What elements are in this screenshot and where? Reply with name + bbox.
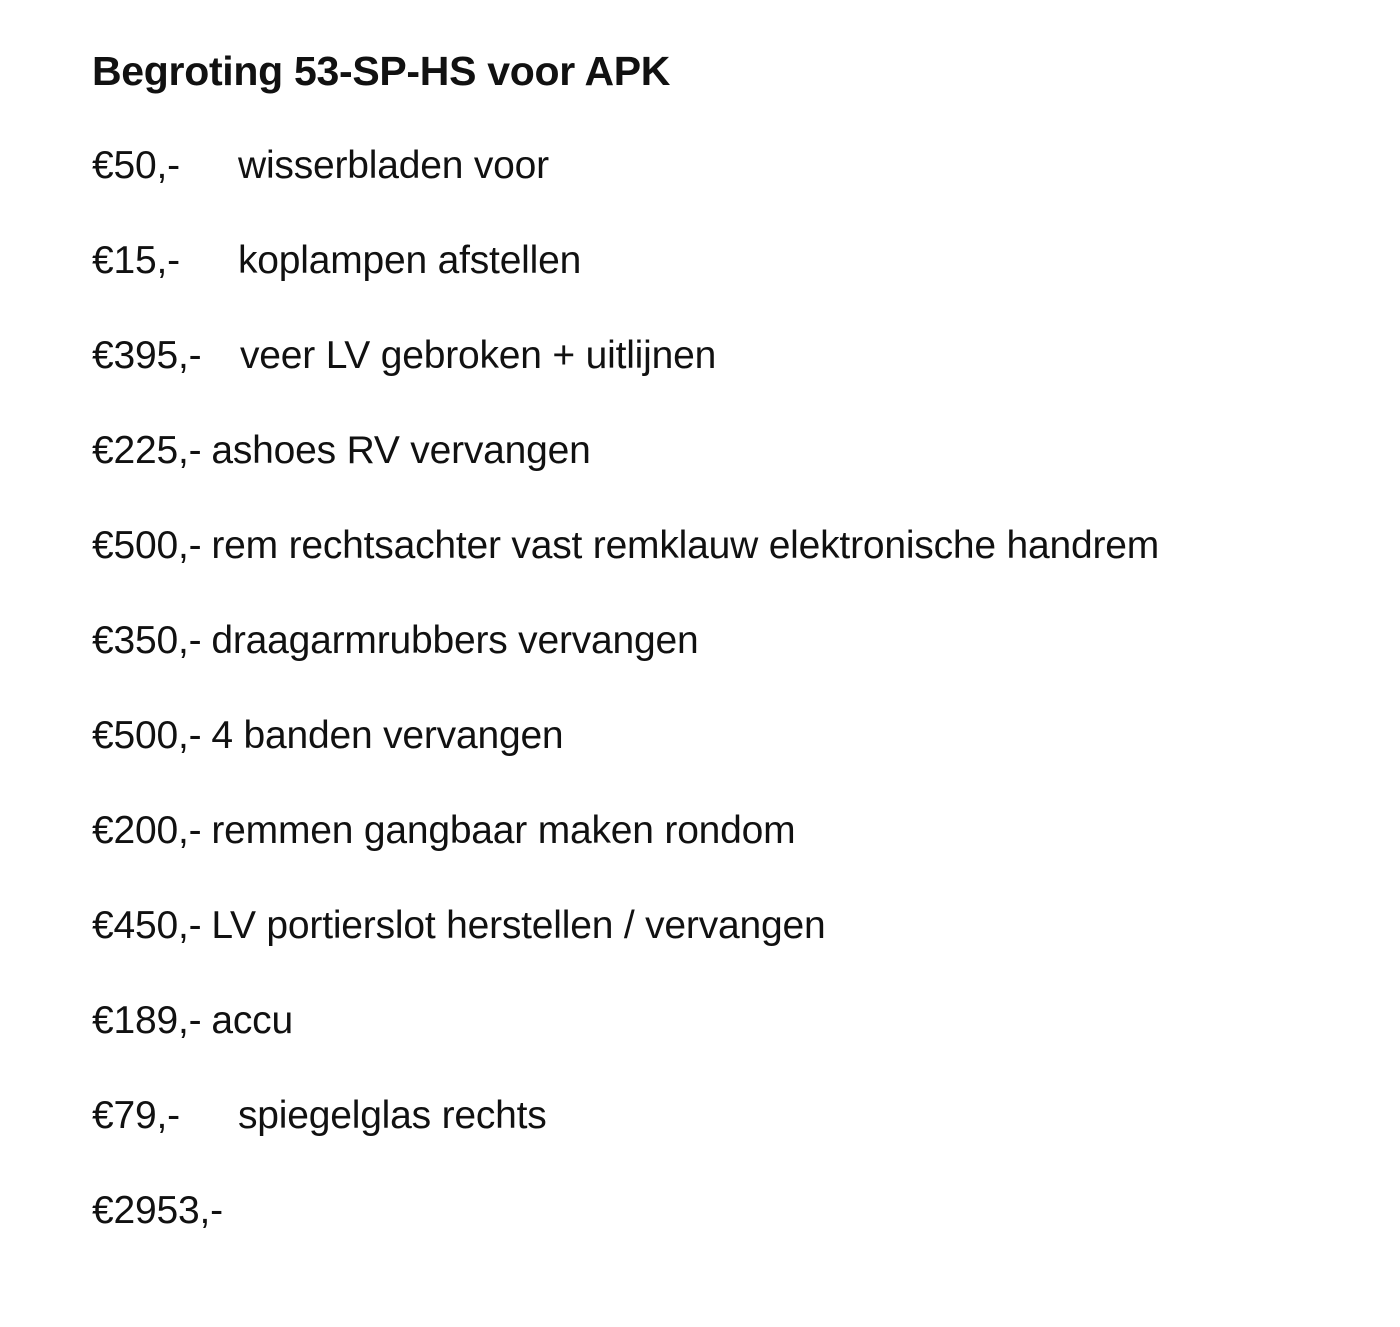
list-item xyxy=(92,235,1159,330)
document-title: Begroting 53-SP-HS voor APK xyxy=(92,48,671,94)
item-price: €450,- xyxy=(92,904,202,947)
list-item xyxy=(92,710,1159,805)
item-price: €350,- xyxy=(92,619,202,662)
item-price: €79,- xyxy=(92,1094,180,1137)
item-price: €189,- xyxy=(92,999,202,1042)
list-item xyxy=(92,140,1159,235)
total-amount: €2953,- xyxy=(92,1189,223,1232)
item-price: €500,- xyxy=(92,524,202,567)
item-price: €15,- xyxy=(92,239,180,282)
item-description: wisserbladen voor xyxy=(238,144,549,187)
item-description: ashoes RV vervangen xyxy=(211,429,591,472)
item-description: 4 banden vervangen xyxy=(211,714,564,757)
item-price: €395,- xyxy=(92,334,202,377)
total-line xyxy=(92,1185,1159,1280)
item-price: €500,- xyxy=(92,714,202,757)
list-item xyxy=(92,330,1159,425)
item-description: spiegelglas rechts xyxy=(238,1094,547,1137)
item-description: remmen gangbaar maken rondom xyxy=(211,809,796,852)
item-price: €225,- xyxy=(92,429,202,472)
budget-list xyxy=(92,140,1159,1280)
list-item xyxy=(92,520,1159,615)
item-description: LV portierslot herstellen / vervangen xyxy=(211,904,826,947)
list-item xyxy=(92,900,1159,995)
item-description: draagarmrubbers vervangen xyxy=(211,619,699,662)
item-price: €200,- xyxy=(92,809,202,852)
list-item xyxy=(92,1090,1159,1185)
item-price: €50,- xyxy=(92,144,180,187)
list-item xyxy=(92,425,1159,520)
document xyxy=(92,0,1400,1327)
item-description: rem rechtsachter vast remklauw elektronische handrem xyxy=(211,524,1160,567)
item-description: koplampen afstellen xyxy=(238,239,582,282)
item-description: veer LV gebroken + uitlijnen xyxy=(240,334,717,377)
item-description: accu xyxy=(211,999,293,1042)
list-item xyxy=(92,615,1159,710)
list-item xyxy=(92,995,1159,1090)
list-item xyxy=(92,805,1159,900)
